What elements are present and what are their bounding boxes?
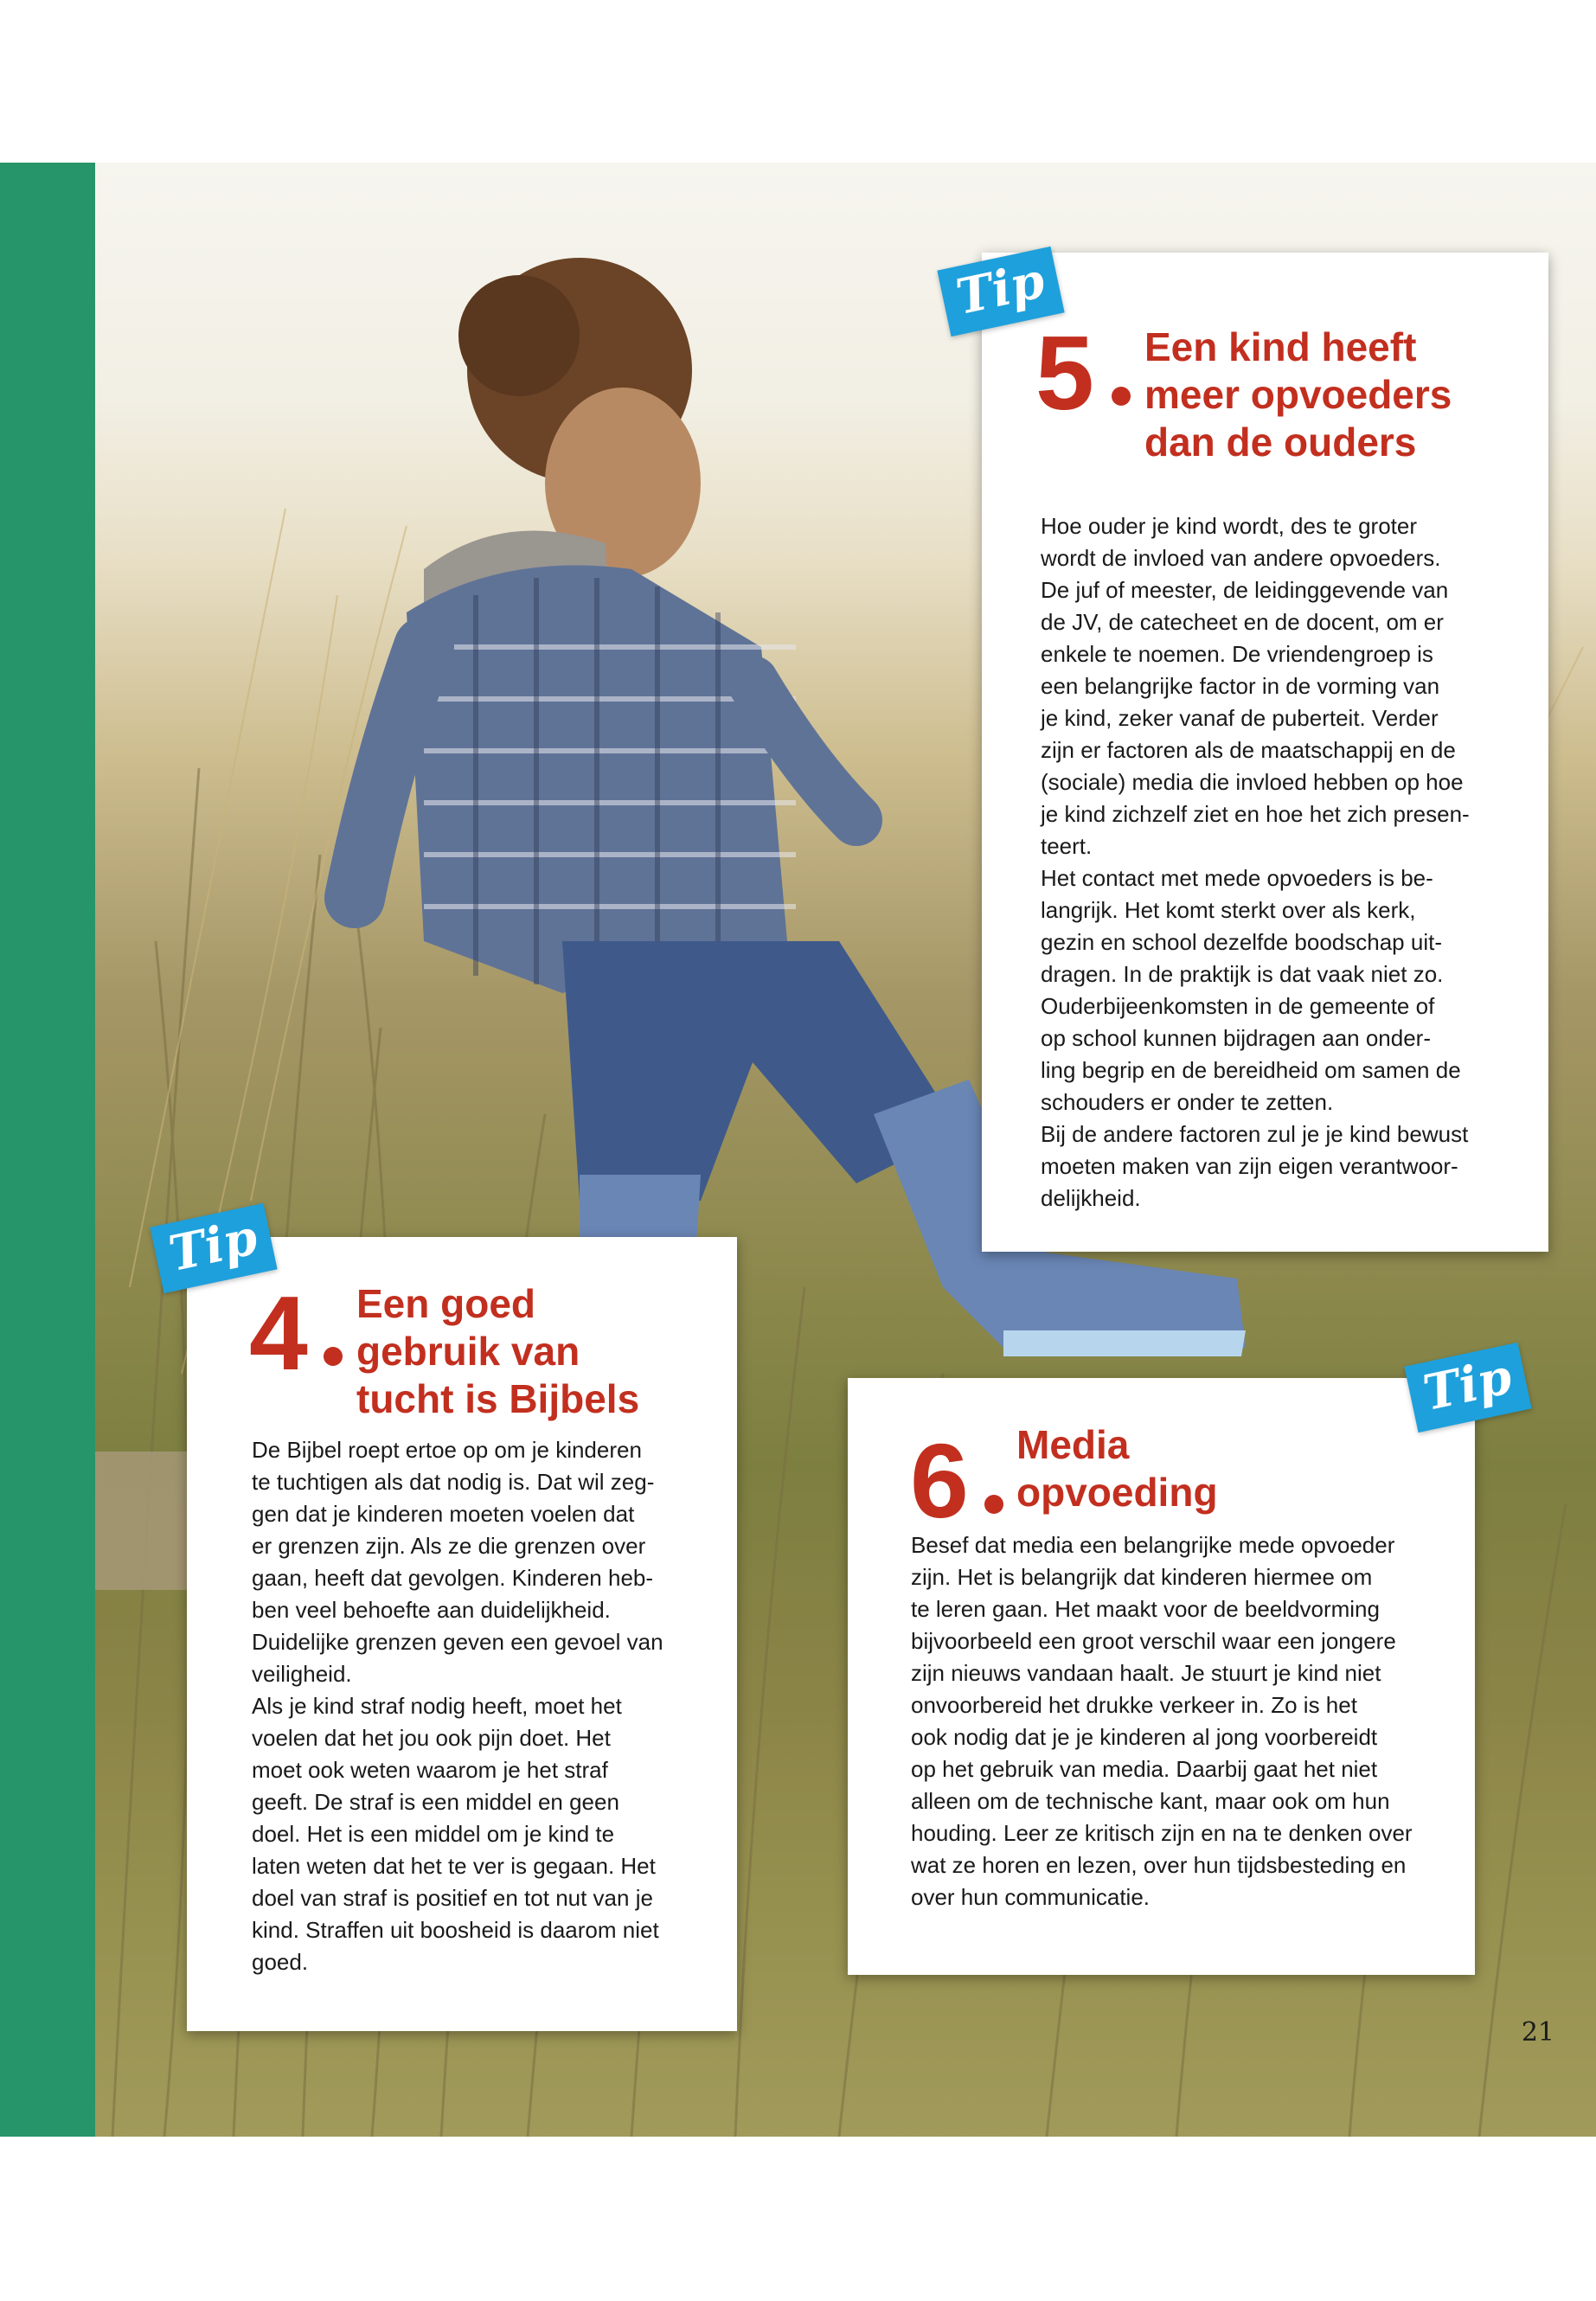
tip-badge: Tip [937,247,1064,336]
tip-badge: Tip [150,1203,277,1293]
tip-number: 6 [910,1422,969,1540]
number-dot [324,1347,343,1366]
tip-card-6 [848,1378,1475,1975]
tip-body-text: Besef dat media een belangrijke mede opvoeder zijn. Het is belangrijk dat kinderen hiermee om te leren gaan. Het maakt voor de beeldvorming bijvoorbeeld een groot verschil waar een jongere zijn nieuws vandaan haalt. Je stuurt je kind niet onvoorbereid het drukke verkeer in. Zo is het ook nodig dat je je kinderen al jong voorbereidt op het gebruik van media. Daarbij gaat het niet alleen om de technische kant, maar ook om hun houding. Leer ze kritisch zijn en na te denken over wat ze horen en lezen, over hun tijdsbesteding en over hun communicatie. [911,1532,1413,1910]
tip-heading: Media opvoeding [1016,1422,1218,1515]
tip-card-5 [982,253,1548,1252]
tip-badge: Tip [1404,1343,1531,1433]
number-dot [1112,387,1131,406]
tip-number: 5 [1035,314,1094,432]
page-number: 21 [1521,2017,1554,2048]
tip-body-text: Hoe ouder je kind wordt, des te groter wordt de invloed van andere opvoeders. De juf of meester, de leidinggevende van de JV, de catecheet en de docent, om er enkele te noemen. De vriendengroep is een belangrijke factor in de vorming van je kind, zeker vanaf de puberteit. Verder zijn er factoren als de maatschappij en de (sociale) media die invloed hebben op hoe je kind zichzelf ziet en hoe het zich presen- teert. Het contact met mede opvoeders is be- langrijk. Het komt sterkt over als kerk, gezin en school dezelfde boodschap uit- dragen. In de praktijk is dat vaak niet zo. Ouderbijeenkomsten in de gemeente of op school kunnen bijdragen aan onder- ling begrip en de bereidheid om samen de schouders er onder te zetten. Bij de andere factoren zul je je kind bewust moeten maken van zijn eigen verantwoor- delijkheid. [1041,513,1470,1211]
tip-card-4 [187,1237,737,2031]
tip-number: 4 [249,1274,308,1392]
tip-body-text: De Bijbel roept ertoe op om je kinderen te tuchtigen als dat nodig is. Dat wil zeg- gen dat je kinderen moeten voelen dat er grenzen zijn. Als ze die grenzen over gaan, heeft dat gevolgen. Kinderen heb- ben veel behoefte aan duidelijkheid. Duidelijke grenzen geven een gevoel van veiligheid. Als je kind straf nodig heeft, moet het voelen dat het jou ook pijn doet. Het moet ook weten waarom je het straf geeft. De straf is een middel en geen doel. Het is een middel om je kind te laten weten dat het te ver is gegaan. Het doel van straf is positief en tot nut van je kind. Straffen uit boosheid is daarom niet goed. [252,1437,663,1975]
green-side-bar [0,163,95,2137]
tip-heading: Een goed gebruik van tucht is Bijbels [356,1281,640,1421]
number-dot [984,1495,1003,1514]
tip-heading: Een kind heeft meer opvoeders dan de ouders [1144,324,1452,465]
